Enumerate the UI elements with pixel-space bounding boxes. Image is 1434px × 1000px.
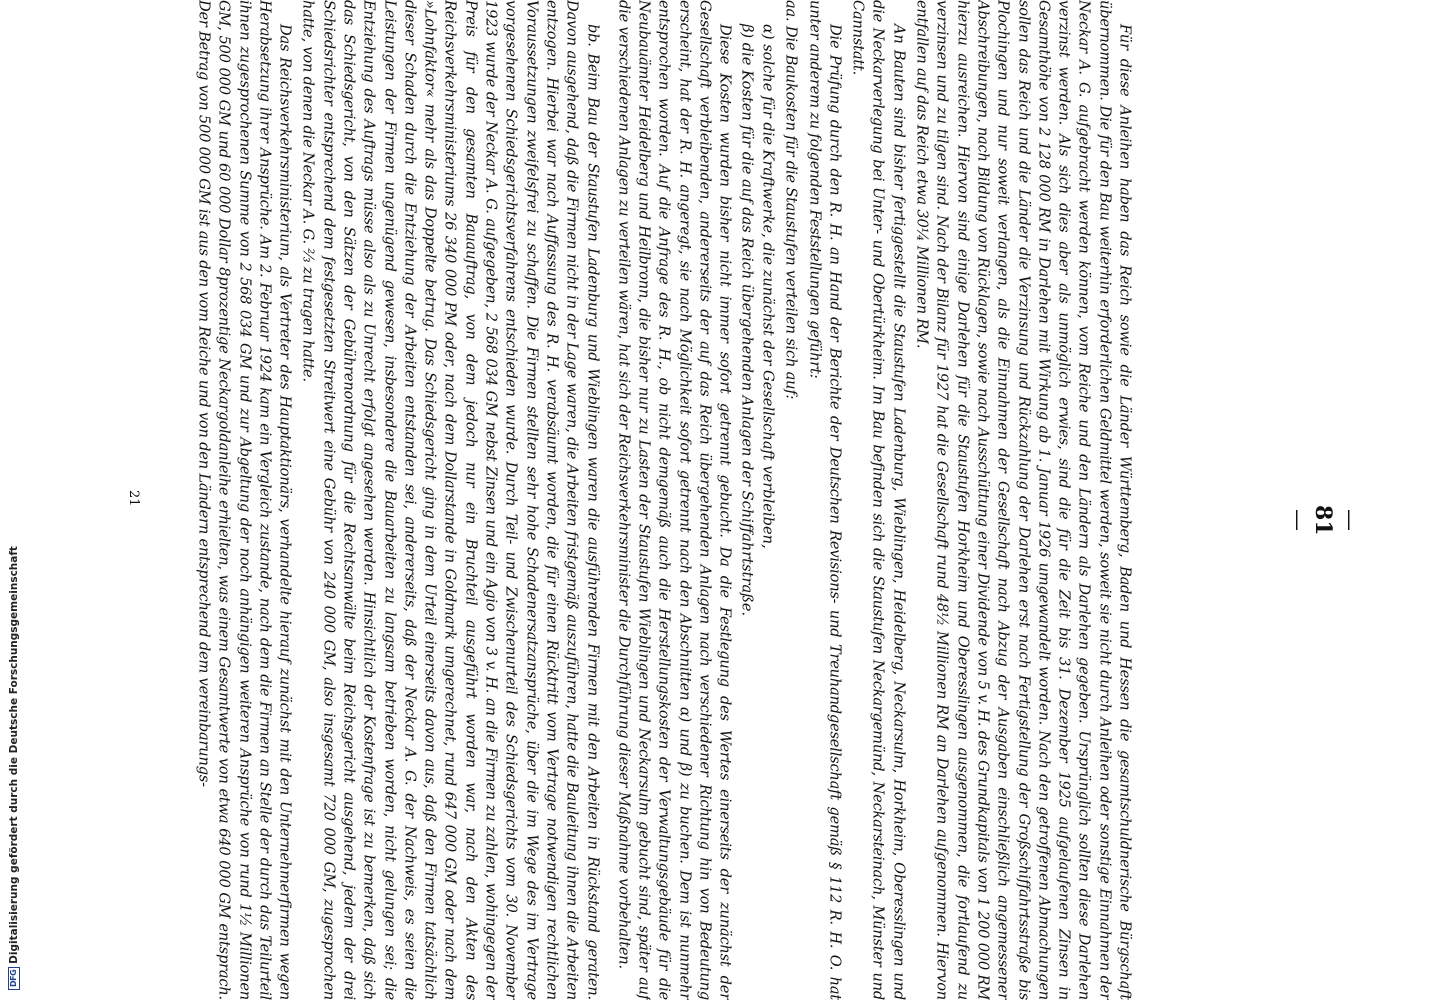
page-number-dash-left: — xyxy=(1337,509,1362,531)
list-item-alpha: α) solche für die Kraftwerke, die zunächst der Gesellschaft verbleiben, xyxy=(759,24,777,549)
document-body xyxy=(190,0,1134,1000)
paragraph-2: An Bauten sind bisher fertiggestellt die Staustufen Ladenburg, Wieblingen, Heidelberg, Neckarsulm, Horkheim, Oberesslingen und die Neckarverlegung bei Unter- und Obertürkheim. Im Bau befinden sich die Staustufen Neckargemünd, Neckarsteinach, Münster und Cannstatt. xyxy=(849,0,908,1000)
paragraph-6: Das Reichsverkehrsministerium, als Vertreter des Hauptaktionärs, verhandelte hierauf zunächst mit den Unternehmerfirmen wegen Herabsetzung ihrer Ansprüche. Am 2. Februar 1924 kam ein Vergleich zustande, nach dem die Firmen an Stelle der durch das Teilurteil ihnen zugesprochenen Summe von 2 568 034 GM und zur Abgeltung der noch anhängigen weiteren Ansprüche von rund 1½ Millionen GM, 500 000 GM und 60 000 Dollar 8prozentige Neckargoldanleihe erhielten, was einem Gesamtwerte von etwa 640 000 GM entsprach. Der Betrag von 500 000 GM ist aus den vom Reiche und von den Ländern entsprechend dem vereinbarungs- xyxy=(195,0,294,1000)
page-number xyxy=(1285,490,1362,550)
sheet-signature xyxy=(126,490,141,507)
rotated-page xyxy=(150,0,1320,1000)
sheet-signature-value: 21 xyxy=(126,490,141,507)
digitization-sidebar xyxy=(0,0,20,1000)
list-item-beta: β) die Kosten für die auf das Reich übergehenden Anlagen der Schiffahrtstraße. xyxy=(738,24,756,617)
section-aa-heading: aa. Die Baukosten für die Staustufen verteilen sich auf: xyxy=(782,0,800,400)
paragraph-4: Diese Kosten wurden bisher nicht immer sofort getrennt gebucht. Da die Festlegung des Wertes einerseits der zunächst der Gesellschaft verbleibenden, andererseits der auf das Reich übergehenden Anlagen nach verschiedener Richtung hin von Bedeutung erscheint, hat der R. H. angeregt, sie nach Möglichkeit sofort getrennt nach den Abschnitten α) und β) zu buchen. Dem ist nunmehr entsprochen worden. Auf die Anfrage des R. H., ob nicht demgemäß auch die Herstellungskosten der Verwaltungsgebäude für die Neubauämter Heidelberg und Heilbronn, die bisher nur zu Lasten der Staustufen Wieblingen und Neckarsulm gebucht sind, später auf die verschiedenen Anlagen zu verteilen wären, hat sich der Reichsverkehrsminister die Durchführung dieser Maßnahme vorbehalten. xyxy=(615,0,734,1000)
digitization-notice xyxy=(8,546,20,990)
page-number-value: 81 xyxy=(1310,504,1336,536)
dfg-logo: DFG xyxy=(8,967,20,990)
digitization-notice-text: Digitalisierung gefördert durch die Deutsche Forschungsgemeinschaft xyxy=(8,546,20,964)
paragraph-3: Die Prüfung durch den R. H. an Hand der Berichte der Deutschen Revisions- und Treuhandgesellschaft gemäß § 112 R. H. O. hat unter anderem zu folgenden Feststellungen geführt: xyxy=(805,0,844,1000)
paragraph-5: bb. Beim Bau der Staustufen Ladenburg und Wieblingen waren die ausführenden Firmen mit den Arbeiten in Rückstand geraten. Davon ausgehend, daß die Firmen nicht in der Lage waren, die Arbeiten fristgemäß auszuführen, hatte die Bauleitung ihnen die Arbeiten entzogen. Hierbei war nach Auffassung des R. H. verabsäumt worden, die für einen Rücktritt vom Vertrage notwendigen rechtlichen Voraussetzungen zweifelsfrei zu schaffen. Die Firmen stellten sehr hohe Schadenersatzansprüche, über die im Wege des im Vertrage vorgesehenen Schiedsgerichtsverfahrens entschieden wurde. Durch Teil- und Zwischenurteil des Schiedsgerichts vom 30. November 1923 wurde der Neckar A. G. aufgegeben, 2 568 034 GM nebst Zinsen und ein Agio von 3 v. H. an die Firmen zu zahlen, wohingegen der Preis für den gesamten Bauauftrag, von dem jedoch nur ein Bruchteil ausgeführt worden war, nach den Akten des Reichsverkehrsministeriums 26 340 000 PM oder, nach dem Dollarstande in Goldmark umgerechnet, rund 647 000 GM oder nach dem »Lohnfaktor« mehr als das Doppelte betrug. Das Schiedsgericht ging in dem Urteil einerseits davon aus, daß den Firmen tatsächlich dieser Schaden durch die Entziehung der Arbeiten entstanden sei, andererseits, daß der Neckar A. G. der Nachweis, es seien die Leistungen der Firmen ungenügend gewesen, insbesondere die Bauarbeiten zu langsam betrieben worden, nicht gelungen sei; die Entziehung des Auftrags müsse also als zu Unrecht erfolgt angesehen werden. Hinsichtlich der Kostenfrage ist zu bemerken, daß sich das Schiedsgericht, von den Sätzen der Gebührenordnung für die Rechtsanwälte beim Reichsgericht ausgehend, jedem der drei Schiedsrichter entsprechend dem festgesetzten Streitwert eine Gebühr von 240 000 GM, also insgesamt 720 000 GM, zugesprochen hatte, von denen die Neckar A. G. ⅔ zu tragen hatte. xyxy=(299,0,601,1000)
page-number-dash-right: — xyxy=(1285,509,1310,531)
paragraph-1: Für diese Anleihen haben das Reich sowie die Länder Württemberg, Baden und Hessen die gesamtschuldnerische Bürgschaft übernommen. Die für den Bau weiterhin erforderlichen Geldmittel werden, soweit sie nicht durch Anleihen oder sonstige Einnahmen der Neckar A. G. aufgebracht werden können, vom Reiche und den Ländern als Darlehen gegeben. Ursprünglich sollten diese Darlehen verzinst werden. Als sich dies aber als unmöglich erwies, sind die für die Zeit bis 31. Dezember 1925 aufgelaufenen Zinsen in Gesamthöhe von 2 128 000 RM in Darlehen mit Wirkung ab 1. Januar 1926 umgewandelt worden. Nach den getroffenen Abmachungen sollen das Reich und die Länder die Verzinsung und Rückzahlung der Darlehen erst nach Fertigstellung der Großschiffahrtsstraße bis Plochingen und nur soweit verlangen, als die Einnahmen der Gesellschaft nach Abzug der Ausgaben einschließlich angemessener Abschreibungen, nach Bildung von Rücklagen, sowie nach Ausschüttung einer Dividende von 5 v. H. des Grundkapitals von 1 200 000 RM hierzu ausreichen. Hiervon sind einige Darlehen für die Staustufen Horkheim und Oberesslingen ausgenommen, die fortlaufend zu verzinsen und zu tilgen sind. Nach der Bilanz für 1927 hat die Gesellschaft rund 48½ Millionen RM an Darlehen aufgenommen. Hiervon entfallen auf das Reich etwa 30¼ Millionen RM. xyxy=(913,0,1134,1000)
document-page xyxy=(150,0,1320,1000)
